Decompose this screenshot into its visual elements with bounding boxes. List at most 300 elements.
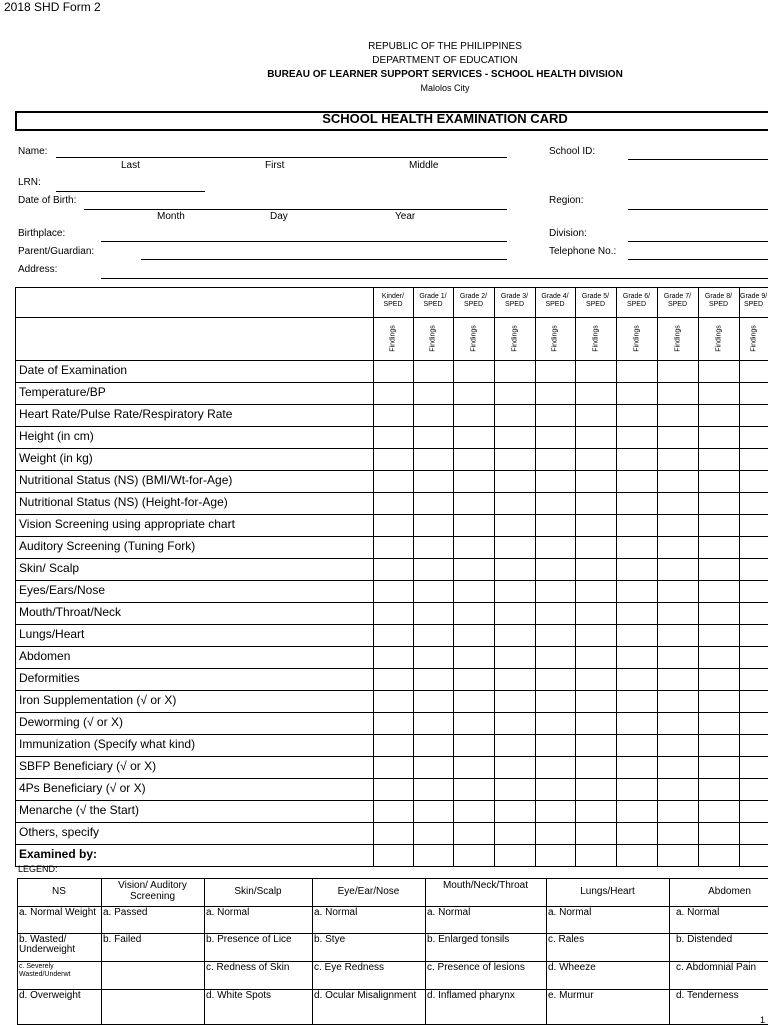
finding-cell[interactable] xyxy=(617,625,657,646)
name-field[interactable] xyxy=(56,157,507,158)
finding-cell[interactable] xyxy=(617,845,657,866)
legend-entry: c. Rales xyxy=(548,934,585,945)
legend-entry: c. Eye Redness xyxy=(314,962,385,973)
finding-cell[interactable] xyxy=(576,383,616,404)
finding-cell[interactable] xyxy=(454,427,494,448)
findings-label: Findings xyxy=(429,325,437,352)
finding-cell[interactable] xyxy=(699,537,739,558)
row-label: Mouth/Throat/Neck xyxy=(19,605,122,619)
finding-cell[interactable] xyxy=(699,801,739,822)
finding-cell[interactable] xyxy=(576,713,616,734)
birthplace-label: Birthplace: xyxy=(18,228,66,239)
finding-cell[interactable] xyxy=(495,735,535,756)
finding-cell[interactable] xyxy=(454,713,494,734)
finding-cell[interactable] xyxy=(576,449,616,470)
row-label: SBFP Beneficiary (√ or X) xyxy=(19,759,157,773)
finding-cell[interactable] xyxy=(374,757,413,778)
legend-entry: b. Distended xyxy=(676,934,733,945)
finding-cell[interactable] xyxy=(495,691,535,712)
finding-cell[interactable] xyxy=(617,713,657,734)
finding-cell[interactable] xyxy=(658,823,698,844)
finding-cell[interactable] xyxy=(658,669,698,690)
finding-cell[interactable] xyxy=(414,757,453,778)
finding-cell[interactable] xyxy=(576,405,616,426)
finding-cell[interactable] xyxy=(454,625,494,646)
finding-cell[interactable] xyxy=(414,779,453,800)
finding-cell[interactable] xyxy=(495,625,535,646)
finding-cell[interactable] xyxy=(740,779,768,800)
finding-cell[interactable] xyxy=(454,801,494,822)
grade-header: Grade 5/ SPED xyxy=(581,293,610,308)
finding-cell[interactable] xyxy=(617,559,657,580)
finding-cell[interactable] xyxy=(617,823,657,844)
finding-cell[interactable] xyxy=(740,669,768,690)
finding-cell[interactable] xyxy=(740,691,768,712)
finding-cell[interactable] xyxy=(495,427,535,448)
finding-cell[interactable] xyxy=(617,537,657,558)
finding-cell[interactable] xyxy=(617,383,657,404)
finding-cell[interactable] xyxy=(414,493,453,514)
finding-cell[interactable] xyxy=(495,405,535,426)
finding-cell[interactable] xyxy=(740,471,768,492)
grade-header: Grade 9/ SPED xyxy=(740,293,768,308)
finding-cell[interactable] xyxy=(374,823,413,844)
findings-label: Findings xyxy=(715,325,722,352)
finding-cell[interactable] xyxy=(576,537,616,558)
finding-cell[interactable] xyxy=(454,669,494,690)
finding-cell[interactable] xyxy=(536,801,575,822)
findings-label: Findings xyxy=(592,325,599,352)
finding-cell[interactable] xyxy=(454,845,494,866)
finding-cell[interactable] xyxy=(576,603,616,624)
finding-cell[interactable] xyxy=(576,559,616,580)
finding-cell[interactable] xyxy=(740,405,768,426)
finding-cell[interactable] xyxy=(374,581,413,602)
legend-entry: e. Murmur xyxy=(548,990,594,1001)
name-label: Name: xyxy=(18,146,48,157)
finding-cell[interactable] xyxy=(536,603,575,624)
finding-cell[interactable] xyxy=(536,559,575,580)
finding-cell[interactable] xyxy=(374,779,413,800)
legend-header: Eye/Ear/Nose xyxy=(337,886,400,897)
finding-cell[interactable] xyxy=(495,845,535,866)
finding-cell[interactable] xyxy=(374,515,413,536)
legend-entry: d. Inflamed pharynx xyxy=(427,990,515,1001)
finding-cell[interactable] xyxy=(576,691,616,712)
dob-label: Date of Birth: xyxy=(18,195,77,206)
finding-cell[interactable] xyxy=(536,581,575,602)
row-label: Weight (in kg) xyxy=(19,451,93,465)
finding-cell[interactable] xyxy=(374,471,413,492)
finding-cell[interactable] xyxy=(658,383,698,404)
finding-cell[interactable] xyxy=(536,449,575,470)
finding-cell[interactable] xyxy=(536,537,575,558)
legend-grid-line xyxy=(312,878,313,1024)
finding-cell[interactable] xyxy=(658,757,698,778)
finding-cell[interactable] xyxy=(658,515,698,536)
finding-cell[interactable] xyxy=(740,449,768,470)
row-label: Immunization (Specify what kind) xyxy=(19,737,196,751)
header-city: Malolos City xyxy=(420,83,470,93)
finding-cell[interactable] xyxy=(576,669,616,690)
finding-cell[interactable] xyxy=(374,801,413,822)
legend-entry: c. Presence of lesions xyxy=(427,962,525,973)
finding-cell[interactable] xyxy=(495,823,535,844)
finding-cell[interactable] xyxy=(414,713,453,734)
finding-cell[interactable] xyxy=(374,493,413,514)
finding-cell[interactable] xyxy=(414,735,453,756)
finding-cell[interactable] xyxy=(576,647,616,668)
finding-cell[interactable] xyxy=(740,361,768,382)
finding-cell[interactable] xyxy=(699,669,739,690)
finding-cell[interactable] xyxy=(617,449,657,470)
finding-cell[interactable] xyxy=(699,515,739,536)
legend-entry: b. Failed xyxy=(103,934,142,945)
finding-cell[interactable] xyxy=(414,581,453,602)
finding-cell[interactable] xyxy=(617,735,657,756)
finding-cell[interactable] xyxy=(699,823,739,844)
birthplace-field[interactable] xyxy=(101,241,507,242)
finding-cell[interactable] xyxy=(454,361,494,382)
finding-cell[interactable] xyxy=(699,735,739,756)
finding-cell[interactable] xyxy=(536,823,575,844)
finding-cell[interactable] xyxy=(576,581,616,602)
finding-cell[interactable] xyxy=(414,691,453,712)
finding-cell[interactable] xyxy=(495,383,535,404)
parent-label: Parent/Guardian: xyxy=(18,246,95,257)
finding-cell[interactable] xyxy=(617,471,657,492)
finding-cell[interactable] xyxy=(454,757,494,778)
finding-cell[interactable] xyxy=(454,691,494,712)
finding-cell[interactable] xyxy=(576,757,616,778)
finding-cell[interactable] xyxy=(740,757,768,778)
row-label: Menarche (√ the Start) xyxy=(19,803,139,817)
finding-cell[interactable] xyxy=(536,669,575,690)
finding-cell[interactable] xyxy=(658,647,698,668)
finding-cell[interactable] xyxy=(658,845,698,866)
row-label: Deformities xyxy=(19,671,80,685)
day-label: Day xyxy=(270,211,288,222)
finding-cell[interactable] xyxy=(699,449,739,470)
telephone-field[interactable] xyxy=(628,259,768,260)
finding-cell[interactable] xyxy=(414,801,453,822)
finding-cell[interactable] xyxy=(576,801,616,822)
findings-label: Findings xyxy=(511,325,518,352)
finding-cell[interactable] xyxy=(374,647,413,668)
grade-header: Grade 2/ SPED xyxy=(459,293,488,308)
finding-cell[interactable] xyxy=(740,625,768,646)
grade-header: Grade 4/ SPED xyxy=(541,293,569,308)
finding-cell[interactable] xyxy=(740,383,768,404)
first-label: First xyxy=(265,160,285,171)
finding-cell[interactable] xyxy=(536,625,575,646)
finding-cell[interactable] xyxy=(454,537,494,558)
legend-label: LEGEND: xyxy=(18,864,58,874)
month-label: Month xyxy=(157,211,185,222)
finding-cell[interactable] xyxy=(374,735,413,756)
finding-cell[interactable] xyxy=(699,493,739,514)
year-label: Year xyxy=(395,211,416,222)
finding-cell[interactable] xyxy=(699,471,739,492)
finding-cell[interactable] xyxy=(617,647,657,668)
finding-cell[interactable] xyxy=(454,735,494,756)
finding-cell[interactable] xyxy=(495,559,535,580)
legend-grid-line xyxy=(546,878,547,1024)
finding-cell[interactable] xyxy=(617,515,657,536)
finding-cell[interactable] xyxy=(617,603,657,624)
legend-entry: a. Normal xyxy=(676,907,720,918)
finding-cell[interactable] xyxy=(740,713,768,734)
finding-cell[interactable] xyxy=(617,427,657,448)
finding-cell[interactable] xyxy=(454,823,494,844)
finding-cell[interactable] xyxy=(414,823,453,844)
finding-cell[interactable] xyxy=(495,801,535,822)
finding-cell[interactable] xyxy=(495,515,535,536)
legend-entry: b. Wasted/ Underweight xyxy=(19,934,76,955)
table-left-border xyxy=(15,287,16,866)
region-label: Region: xyxy=(549,195,584,206)
finding-cell[interactable] xyxy=(658,537,698,558)
legend-entry: a. Normal Weight xyxy=(19,907,97,918)
finding-cell[interactable] xyxy=(374,603,413,624)
finding-cell[interactable] xyxy=(658,559,698,580)
row-label: Heart Rate/Pulse Rate/Respiratory Rate xyxy=(19,407,233,421)
finding-cell[interactable] xyxy=(658,603,698,624)
finding-cell[interactable] xyxy=(454,779,494,800)
finding-cell[interactable] xyxy=(658,405,698,426)
finding-cell[interactable] xyxy=(454,515,494,536)
finding-cell[interactable] xyxy=(658,427,698,448)
lrn-field[interactable] xyxy=(56,191,205,192)
finding-cell[interactable] xyxy=(414,559,453,580)
finding-cell[interactable] xyxy=(374,405,413,426)
finding-cell[interactable] xyxy=(576,735,616,756)
findings-label: Findings xyxy=(633,325,640,352)
last-label: Last xyxy=(121,160,140,171)
finding-cell[interactable] xyxy=(617,757,657,778)
finding-cell[interactable] xyxy=(658,471,698,492)
finding-cell[interactable] xyxy=(374,383,413,404)
finding-cell[interactable] xyxy=(617,493,657,514)
finding-cell[interactable] xyxy=(658,361,698,382)
finding-cell[interactable] xyxy=(740,515,768,536)
finding-cell[interactable] xyxy=(414,537,453,558)
finding-cell[interactable] xyxy=(699,691,739,712)
division-field[interactable] xyxy=(628,241,768,242)
finding-cell[interactable] xyxy=(495,493,535,514)
finding-cell[interactable] xyxy=(658,691,698,712)
finding-cell[interactable] xyxy=(414,449,453,470)
finding-cell[interactable] xyxy=(699,603,739,624)
finding-cell[interactable] xyxy=(740,559,768,580)
finding-cell[interactable] xyxy=(740,823,768,844)
finding-cell[interactable] xyxy=(414,845,453,866)
finding-cell[interactable] xyxy=(374,625,413,646)
finding-cell[interactable] xyxy=(454,559,494,580)
finding-cell[interactable] xyxy=(414,625,453,646)
finding-cell[interactable] xyxy=(374,713,413,734)
finding-cell[interactable] xyxy=(617,691,657,712)
grade-header: Grade 3/ SPED xyxy=(500,293,529,308)
finding-cell[interactable] xyxy=(699,713,739,734)
legend-header: Skin/Scalp xyxy=(234,886,282,897)
finding-cell[interactable] xyxy=(536,471,575,492)
header-department: DEPARTMENT OF EDUCATION xyxy=(372,55,518,66)
finding-cell[interactable] xyxy=(699,757,739,778)
finding-cell[interactable] xyxy=(495,449,535,470)
finding-cell[interactable] xyxy=(576,779,616,800)
finding-cell[interactable] xyxy=(495,669,535,690)
finding-cell[interactable] xyxy=(454,383,494,404)
finding-cell[interactable] xyxy=(374,845,413,866)
page-number: 1 xyxy=(760,1015,766,1025)
finding-cell[interactable] xyxy=(495,713,535,734)
finding-cell[interactable] xyxy=(454,647,494,668)
findings-label: Findings xyxy=(674,325,681,352)
finding-cell[interactable] xyxy=(414,471,453,492)
grade-header: Grade 7/ SPED xyxy=(663,293,692,308)
finding-cell[interactable] xyxy=(495,537,535,558)
finding-cell[interactable] xyxy=(740,647,768,668)
finding-cell[interactable] xyxy=(536,647,575,668)
row-label: Examined by: xyxy=(19,847,98,861)
finding-cell[interactable] xyxy=(536,735,575,756)
finding-cell[interactable] xyxy=(658,735,698,756)
finding-cell[interactable] xyxy=(495,779,535,800)
finding-cell[interactable] xyxy=(536,361,575,382)
finding-cell[interactable] xyxy=(740,537,768,558)
finding-cell[interactable] xyxy=(414,669,453,690)
finding-cell[interactable] xyxy=(536,779,575,800)
legend-entry: a. Normal xyxy=(548,907,592,918)
finding-cell[interactable] xyxy=(495,581,535,602)
finding-cell[interactable] xyxy=(374,427,413,448)
finding-cell[interactable] xyxy=(536,383,575,404)
finding-cell[interactable] xyxy=(536,427,575,448)
legend-grid-line xyxy=(425,878,426,1024)
finding-cell[interactable] xyxy=(495,647,535,668)
finding-cell[interactable] xyxy=(495,757,535,778)
finding-cell[interactable] xyxy=(740,735,768,756)
finding-cell[interactable] xyxy=(699,845,739,866)
finding-cell[interactable] xyxy=(454,405,494,426)
finding-cell[interactable] xyxy=(414,427,453,448)
finding-cell[interactable] xyxy=(699,581,739,602)
finding-cell[interactable] xyxy=(740,581,768,602)
legend-entry: c. Redness of Skin xyxy=(206,962,290,973)
finding-cell[interactable] xyxy=(495,471,535,492)
finding-cell[interactable] xyxy=(617,669,657,690)
finding-cell[interactable] xyxy=(536,713,575,734)
finding-cell[interactable] xyxy=(699,361,739,382)
finding-cell[interactable] xyxy=(699,625,739,646)
finding-cell[interactable] xyxy=(576,427,616,448)
finding-cell[interactable] xyxy=(414,361,453,382)
finding-cell[interactable] xyxy=(536,757,575,778)
finding-cell[interactable] xyxy=(536,493,575,514)
finding-cell[interactable] xyxy=(454,603,494,624)
finding-cell[interactable] xyxy=(699,779,739,800)
grade-header: Grade 8/ SPED xyxy=(704,293,733,308)
finding-cell[interactable] xyxy=(617,581,657,602)
finding-cell[interactable] xyxy=(658,493,698,514)
address-field[interactable] xyxy=(101,278,768,279)
finding-cell[interactable] xyxy=(658,581,698,602)
finding-cell[interactable] xyxy=(576,625,616,646)
finding-cell[interactable] xyxy=(699,559,739,580)
finding-cell[interactable] xyxy=(374,361,413,382)
finding-cell[interactable] xyxy=(658,713,698,734)
finding-cell[interactable] xyxy=(414,383,453,404)
finding-cell[interactable] xyxy=(617,361,657,382)
legend-header: Mouth/Neck/Throat xyxy=(442,880,529,891)
legend-header: Abdomen xyxy=(708,886,751,897)
finding-cell[interactable] xyxy=(740,845,768,866)
finding-cell[interactable] xyxy=(617,779,657,800)
finding-cell[interactable] xyxy=(414,603,453,624)
finding-cell[interactable] xyxy=(576,845,616,866)
finding-cell[interactable] xyxy=(536,405,575,426)
school-id-field[interactable] xyxy=(628,159,768,160)
finding-cell[interactable] xyxy=(576,515,616,536)
finding-cell[interactable] xyxy=(699,405,739,426)
parent-field[interactable] xyxy=(141,259,507,260)
finding-cell[interactable] xyxy=(617,801,657,822)
finding-cell[interactable] xyxy=(536,845,575,866)
finding-cell[interactable] xyxy=(740,427,768,448)
finding-cell[interactable] xyxy=(374,449,413,470)
finding-cell[interactable] xyxy=(374,559,413,580)
finding-cell[interactable] xyxy=(576,823,616,844)
finding-cell[interactable] xyxy=(576,493,616,514)
legend-entry: d. Wheeze xyxy=(548,962,596,973)
finding-cell[interactable] xyxy=(374,691,413,712)
finding-cell[interactable] xyxy=(699,383,739,404)
finding-cell[interactable] xyxy=(454,471,494,492)
row-label: Temperature/BP xyxy=(19,385,106,399)
finding-cell[interactable] xyxy=(617,405,657,426)
finding-cell[interactable] xyxy=(658,625,698,646)
dob-field[interactable] xyxy=(84,209,507,210)
finding-cell[interactable] xyxy=(658,449,698,470)
finding-cell[interactable] xyxy=(536,515,575,536)
finding-cell[interactable] xyxy=(740,801,768,822)
finding-cell[interactable] xyxy=(576,361,616,382)
finding-cell[interactable] xyxy=(740,603,768,624)
finding-cell[interactable] xyxy=(454,581,494,602)
finding-cell[interactable] xyxy=(495,603,535,624)
finding-cell[interactable] xyxy=(740,493,768,514)
finding-cell[interactable] xyxy=(374,669,413,690)
region-field[interactable] xyxy=(628,209,768,210)
finding-cell[interactable] xyxy=(658,801,698,822)
finding-cell[interactable] xyxy=(414,647,453,668)
finding-cell[interactable] xyxy=(414,405,453,426)
division-label: Division: xyxy=(549,228,587,239)
finding-cell[interactable] xyxy=(699,427,739,448)
finding-cell[interactable] xyxy=(454,493,494,514)
row-label: Eyes/Ears/Nose xyxy=(19,583,106,597)
finding-cell[interactable] xyxy=(536,691,575,712)
finding-cell[interactable] xyxy=(374,537,413,558)
legend-header: Vision/ Auditory Screening xyxy=(118,880,187,902)
finding-cell[interactable] xyxy=(699,647,739,668)
finding-cell[interactable] xyxy=(658,779,698,800)
finding-cell[interactable] xyxy=(414,515,453,536)
finding-cell[interactable] xyxy=(454,449,494,470)
finding-cell[interactable] xyxy=(495,361,535,382)
finding-cell[interactable] xyxy=(576,471,616,492)
